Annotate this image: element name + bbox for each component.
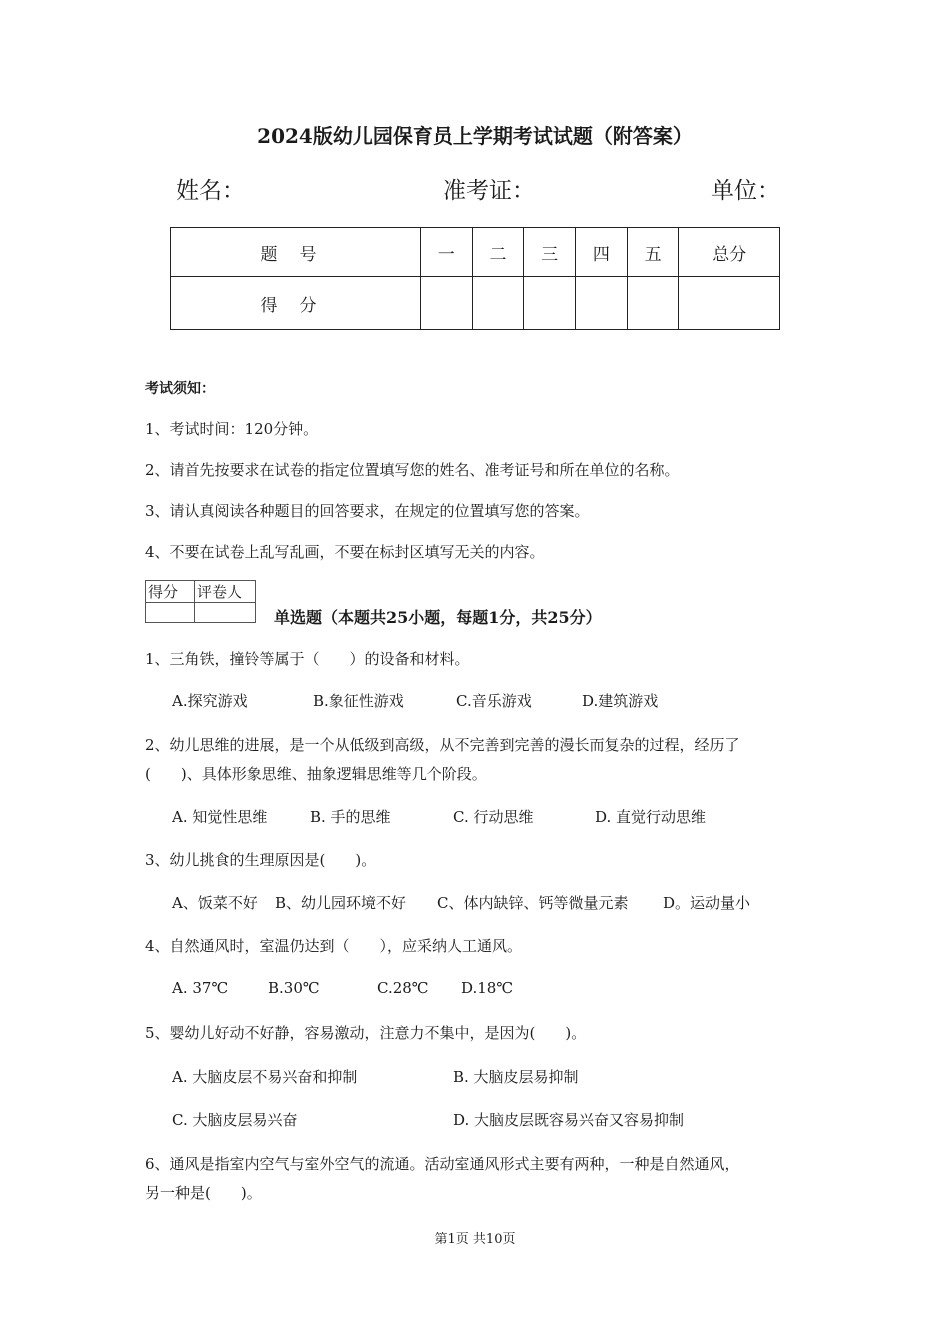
question-option: A.探究游戏	[172, 692, 248, 710]
question-stem: 另一种是( )。	[145, 1184, 262, 1202]
question-stem: 6、通风是指室内空气与室外空气的流通。活动室通风形式主要有两种，一种是自然通风，	[145, 1155, 740, 1173]
score-table-cell: 题号	[171, 228, 421, 277]
question-option: B. 大脑皮层易抑制	[453, 1068, 579, 1086]
score-table	[170, 227, 780, 330]
question-option: B.30℃	[268, 979, 320, 997]
question-stem: 1、三角铁，撞铃等属于（ ）的设备和材料。	[145, 650, 470, 668]
question-option: A. 知觉性思维	[172, 808, 268, 826]
score-table-score-row	[171, 277, 780, 330]
score-table-cell: 一	[420, 228, 472, 277]
question-option: C.28℃	[377, 979, 429, 997]
section-title: 单选题（本题共25小题，每题1分，共25分）	[274, 608, 602, 627]
score-table-cell: 四	[576, 228, 628, 277]
score-table-cell: 总分	[679, 228, 780, 277]
question-option: D.18℃	[461, 979, 514, 997]
grader-reviewer-label: 评卷人	[195, 581, 256, 603]
question-option: C. 大脑皮层易兴奋	[172, 1111, 298, 1129]
question-option: D. 大脑皮层既容易兴奋又容易抑制	[453, 1111, 685, 1129]
question-option: A. 大脑皮层不易兴奋和抑制	[172, 1068, 358, 1086]
score-entry-cell[interactable]	[524, 277, 576, 330]
score-entry-cell[interactable]	[679, 277, 780, 330]
question-stem: 3、幼儿挑食的生理原因是( )。	[145, 851, 377, 869]
question-stem: ( )、具体形象思维、抽象逻辑思维等几个阶段。	[145, 765, 487, 783]
score-table-cell: 得分	[171, 277, 421, 330]
question-option: A、饭菜不好	[172, 894, 258, 912]
question-option: B.象征性游戏	[313, 692, 404, 710]
unit-field-label: 单位：	[711, 178, 780, 204]
notice-item: 3、请认真阅读各种题目的回答要求，在规定的位置填写您的答案。	[145, 502, 590, 520]
question-option: C、体内缺锌、钙等微量元素	[437, 894, 629, 912]
grader-reviewer-cell[interactable]	[195, 603, 256, 623]
question-option: C.音乐游戏	[456, 692, 532, 710]
score-entry-cell[interactable]	[627, 277, 679, 330]
question-stem: 5、婴幼儿好动不好静，容易激动，注意力不集中，是因为( )。	[145, 1024, 587, 1042]
notice-item: 4、不要在试卷上乱写乱画，不要在标封区填写无关的内容。	[145, 543, 545, 561]
score-table-cell: 二	[472, 228, 524, 277]
score-table-header-row	[171, 228, 780, 277]
score-entry-cell[interactable]	[420, 277, 472, 330]
question-option: B、幼儿园环境不好	[275, 894, 407, 912]
question-stem: 2、幼儿思维的进展，是一个从低级到高级，从不完善到完善的漫长而复杂的过程，经历了	[145, 736, 740, 754]
score-table-cell: 五	[627, 228, 679, 277]
page-title: 2024版幼儿园保育员上学期考试试题（附答案）	[257, 124, 693, 148]
notice-heading: 考试须知：	[145, 381, 215, 397]
page-footer: 第1页 共10页	[434, 1232, 516, 1247]
question-option: D。运动量小	[663, 894, 751, 912]
question-option: D.建筑游戏	[582, 692, 659, 710]
question-option: C. 行动思维	[453, 808, 534, 826]
notice-item: 2、请首先按要求在试卷的指定位置填写您的姓名、准考证号和所在单位的名称。	[145, 461, 680, 479]
grader-score-label: 得分	[146, 581, 195, 603]
score-entry-cell[interactable]	[576, 277, 628, 330]
grader-box	[145, 580, 256, 623]
question-option: A. 37℃	[172, 979, 229, 997]
question-option: B. 手的思维	[310, 808, 391, 826]
question-option: D. 直觉行动思维	[595, 808, 707, 826]
question-stem: 4、自然通风时，室温仍达到（ ），应采纳人工通风。	[145, 937, 523, 955]
score-entry-cell[interactable]	[472, 277, 524, 330]
score-table-cell: 三	[524, 228, 576, 277]
grader-score-cell[interactable]	[146, 603, 195, 623]
notice-item: 1、考试时间：120分钟。	[145, 420, 319, 438]
name-field-label: 姓名：	[176, 178, 245, 204]
exam-id-field-label: 准考证：	[443, 178, 535, 204]
